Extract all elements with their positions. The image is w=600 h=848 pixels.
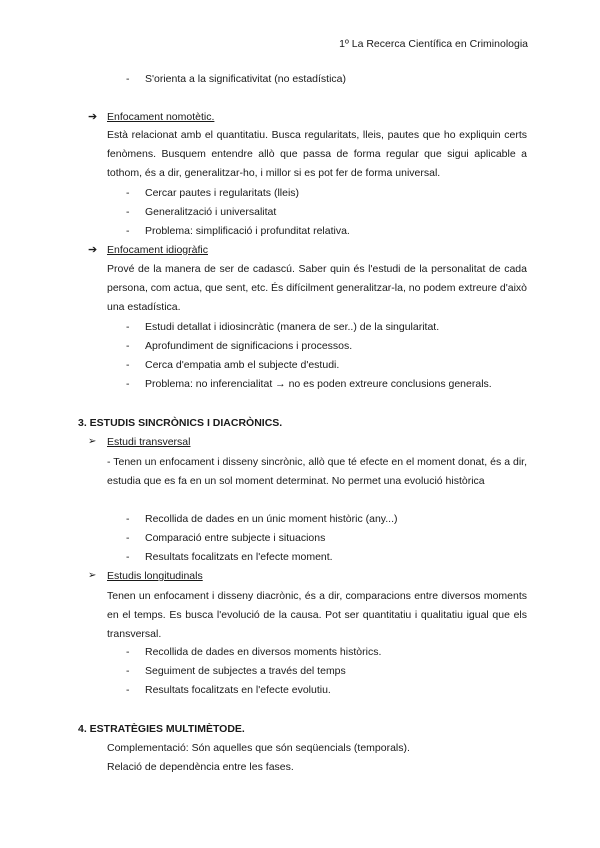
list-item: Resultats focalitzats en l'efecte evolutiu. bbox=[145, 684, 331, 696]
bullet-dash: - bbox=[126, 340, 130, 352]
list-item: Seguiment de subjectes a través del temps bbox=[145, 665, 346, 677]
transversal-paragraph: - Tenen un enfocament i disseny sincrònic, allò que té efecte en el moment donat, és a dir, estudia que es fa en un sol moment determinat. No permet una evolució històrica bbox=[107, 456, 527, 487]
list-item: Resultats focalitzats en l'efecte moment. bbox=[145, 551, 333, 563]
bullet-dash: - bbox=[126, 73, 130, 85]
idiografic-paragraph: Prové de la manera de ser de cadascú. Saber quin és l'estudi de la personalitat de cada persona, com actua, que sent, etc. És difícilment generalitzar-la, no podem extreure d'això una estadística. bbox=[107, 263, 527, 313]
bullet-dash: - bbox=[126, 532, 130, 544]
bullet-dash: - bbox=[126, 206, 130, 218]
list-item: Generalització i universalitat bbox=[145, 206, 277, 218]
bullet-dash: - bbox=[126, 513, 130, 525]
arrow-icon: ➔ bbox=[88, 111, 98, 123]
bullet-dash: - bbox=[126, 684, 130, 696]
list-item: Problema: simplificació i profunditat relativa. bbox=[145, 225, 350, 237]
bullet-dash: - bbox=[126, 359, 130, 371]
bullet-dash: - bbox=[126, 551, 130, 563]
list-item: S'orienta a la significativitat (no estadística) bbox=[145, 73, 347, 85]
bullet-dash: - bbox=[126, 646, 130, 658]
page-header: 1º La Recerca Científica en Criminologia bbox=[339, 38, 528, 50]
idiografic-title: Enfocament idiogràfic bbox=[107, 244, 208, 256]
section-title: 3. ESTUDIS SINCRÒNICS I DIACRÒNICS. bbox=[78, 417, 283, 429]
list-item: Aprofundiment de significacions i processos. bbox=[145, 340, 353, 352]
bullet-dash: - bbox=[126, 378, 130, 390]
triangle-bullet-icon: ➢ bbox=[88, 570, 97, 581]
nomotetic-title: Enfocament nomotètic. bbox=[107, 111, 215, 123]
bullet-dash: - bbox=[126, 187, 130, 199]
list-item: Recollida de dades en un únic moment històric (any...) bbox=[145, 513, 398, 525]
nomotetic-paragraph: Està relacionat amb el quantitatiu. Busca regularitats, lleis, pautes que ho expliquin certs fenòmens. Busquem entendre allò que passa de forma regular que sigui aplicable a tothom, és a dir, generalitzar-ho, i millor si es pot fer de forma universal. bbox=[107, 129, 527, 179]
list-item: Comparació entre subjecte i situacions bbox=[145, 532, 326, 544]
bullet-dash: - bbox=[126, 665, 130, 677]
section4-line: Relació de dependència entre les fases. bbox=[107, 761, 294, 773]
bullet-dash: - bbox=[126, 321, 130, 333]
transversal-title: Estudi transversal bbox=[107, 436, 191, 448]
section-title: 4. ESTRATÈGIES MULTIMÈTODE. bbox=[78, 723, 245, 735]
list-item: Problema: no inferencialitat → no es poden extreure conclusions generals. bbox=[145, 378, 492, 390]
list-item: Cercar pautes i regularitats (lleis) bbox=[145, 187, 300, 199]
list-item: Recollida de dades en diversos moments històrics. bbox=[145, 646, 382, 658]
section4-line: Complementació: Són aquelles que són seqüencials (temporals). bbox=[107, 742, 410, 754]
list-item: Estudi detallat i idiosincràtic (manera de ser..) de la singularitat. bbox=[145, 321, 440, 333]
bullet-dash: - bbox=[126, 225, 130, 237]
list-item: Cerca d'empatia amb el subjecte d'estudi. bbox=[145, 359, 340, 371]
arrow-icon: ➔ bbox=[88, 244, 98, 256]
triangle-bullet-icon: ➢ bbox=[88, 436, 97, 447]
longitudinal-title: Estudis longitudinals bbox=[107, 570, 203, 582]
longitudinal-paragraph: Tenen un enfocament i disseny diacrònic, és a dir, comparacions entre diversos moments en el temps. Es busca l'evolució de la causa. Pot ser quantitatiu i qualitatiu igual que els transversal. bbox=[107, 590, 527, 640]
